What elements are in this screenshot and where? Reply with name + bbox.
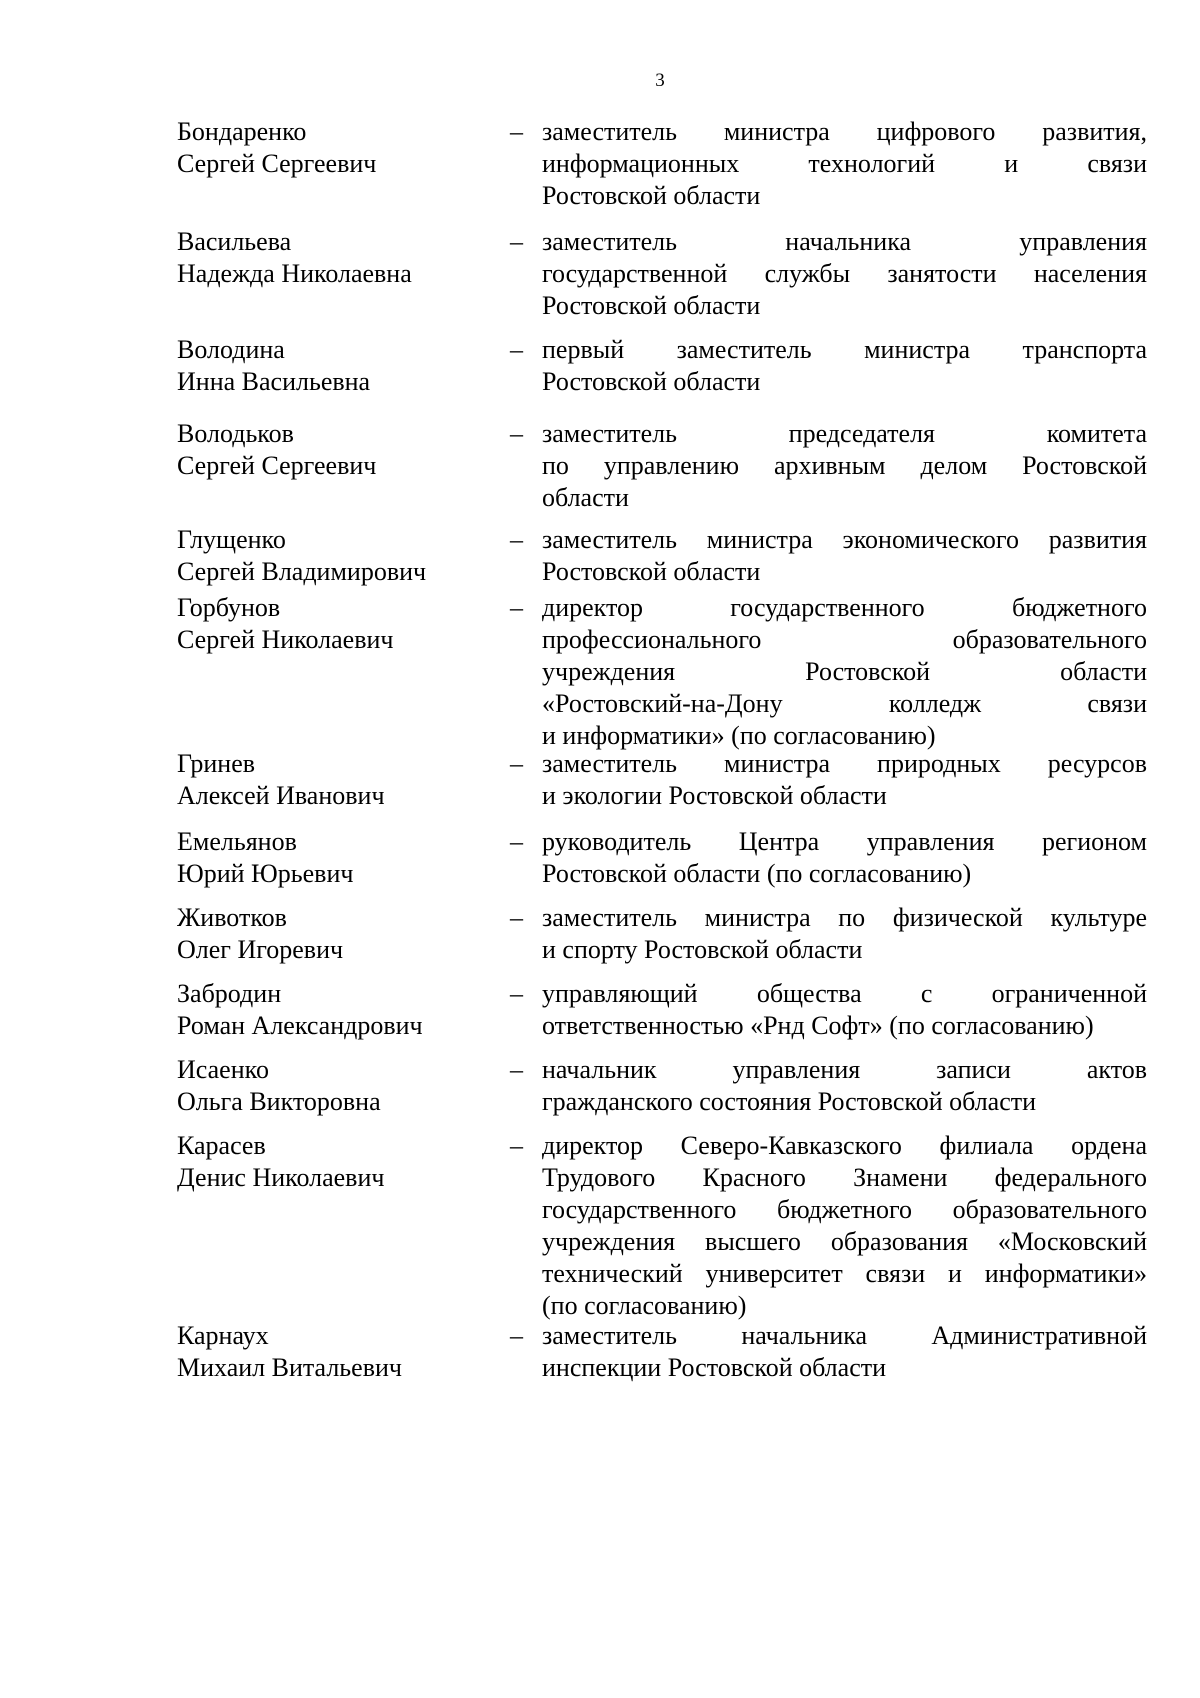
position-line: заместитель министра по физической культуре — [542, 903, 1147, 932]
person-name — [177, 748, 510, 812]
dash-separator: – — [510, 827, 523, 856]
dash-separator: – — [510, 419, 523, 448]
position-line: заместитель председателя комитета — [542, 419, 1147, 448]
surname: Володьков — [177, 419, 294, 448]
position-line: профессионального образовательного — [542, 625, 1147, 654]
position-description — [542, 748, 1147, 812]
given-names: Ольга Викторовна — [177, 1087, 381, 1116]
surname: Забродин — [177, 979, 282, 1008]
position-line: ответственностью «Рнд Софт» (по согласованию) — [542, 1011, 1094, 1040]
person-name — [177, 1130, 510, 1194]
position-description — [542, 418, 1147, 514]
given-names: Денис Николаевич — [177, 1163, 385, 1192]
position-line: и экологии Ростовской области — [542, 781, 887, 810]
given-names: Сергей Сергеевич — [177, 149, 377, 178]
position-line: и информатики» (по согласованию) — [542, 721, 936, 750]
page-number: 3 — [655, 70, 665, 91]
position-line: информационных технологий и связи — [542, 149, 1147, 178]
surname: Исаенко — [177, 1055, 269, 1084]
surname: Карасев — [177, 1131, 266, 1160]
list-item — [177, 418, 1147, 514]
position-line: Ростовской области — [542, 181, 761, 210]
position-description — [542, 1054, 1147, 1118]
list-item — [177, 524, 1147, 588]
position-line: (по согласованию) — [542, 1291, 747, 1320]
position-description — [542, 226, 1147, 322]
position-line: Ростовской области — [542, 557, 761, 586]
surname: Животков — [177, 903, 287, 932]
position-description — [542, 826, 1147, 890]
list-item — [177, 1130, 1147, 1322]
position-description — [542, 116, 1147, 212]
position-description — [542, 978, 1147, 1042]
list-item — [177, 334, 1147, 398]
dash-separator: – — [510, 117, 523, 146]
dash-separator: – — [510, 979, 523, 1008]
position-line: директор государственного бюджетного — [542, 593, 1147, 622]
position-line: руководитель Центра управления регионом — [542, 827, 1147, 856]
position-line: государственного бюджетного образовательного — [542, 1195, 1147, 1224]
dash-separator: – — [510, 1131, 523, 1160]
position-line: заместитель министра экономического развития — [542, 525, 1147, 554]
position-line: Ростовской области (по согласованию) — [542, 859, 972, 888]
surname: Гринев — [177, 749, 256, 778]
dash-separator: – — [510, 749, 523, 778]
list-item — [177, 1320, 1147, 1384]
position-description — [542, 334, 1147, 398]
position-line: инспекции Ростовской области — [542, 1353, 887, 1382]
dash-separator: – — [510, 227, 523, 256]
position-line: заместитель министра природных ресурсов — [542, 749, 1147, 778]
position-line: и спорту Ростовской области — [542, 935, 863, 964]
dash-separator: – — [510, 525, 523, 554]
person-name — [177, 418, 510, 482]
position-line: первый заместитель министра транспорта — [542, 335, 1147, 364]
list-item — [177, 826, 1147, 890]
list-item — [177, 116, 1147, 212]
position-line: директор Северо-Кавказского филиала ордена — [542, 1131, 1147, 1160]
given-names: Сергей Владимирович — [177, 557, 427, 586]
position-line: области — [542, 483, 629, 512]
position-line: учреждения Ростовской области — [542, 657, 1147, 686]
surname: Володина — [177, 335, 285, 364]
position-description — [542, 1320, 1147, 1384]
given-names: Сергей Николаевич — [177, 625, 394, 654]
position-line: государственной службы занятости населения — [542, 259, 1147, 288]
given-names: Сергей Сергеевич — [177, 451, 377, 480]
surname: Горбунов — [177, 593, 281, 622]
given-names: Роман Александрович — [177, 1011, 423, 1040]
list-item — [177, 226, 1147, 322]
dash-separator: – — [510, 335, 523, 364]
dash-separator: – — [510, 903, 523, 932]
person-name — [177, 902, 510, 966]
given-names: Надежда Николаевна — [177, 259, 412, 288]
list-item — [177, 978, 1147, 1042]
given-names: Юрий Юрьевич — [177, 859, 354, 888]
position-line: по управлению архивным делом Ростовской — [542, 451, 1147, 480]
person-name — [177, 978, 510, 1042]
position-line: Ростовской области — [542, 291, 761, 320]
position-description — [542, 1130, 1147, 1322]
surname: Карнаух — [177, 1321, 269, 1350]
person-name — [177, 524, 510, 588]
surname: Емельянов — [177, 827, 297, 856]
position-line: «Ростовский-на-Дону колледж связи — [542, 689, 1147, 718]
given-names: Алексей Иванович — [177, 781, 385, 810]
position-line: Ростовской области — [542, 367, 761, 396]
person-name — [177, 1054, 510, 1118]
given-names: Инна Васильевна — [177, 367, 371, 396]
position-line: учреждения высшего образования «Московский — [542, 1227, 1147, 1256]
person-name — [177, 334, 510, 398]
surname: Бондаренко — [177, 117, 307, 146]
person-name — [177, 116, 510, 180]
position-line: начальник управления записи актов — [542, 1055, 1147, 1084]
dash-separator: – — [510, 593, 523, 622]
surname: Глущенко — [177, 525, 286, 554]
dash-separator: – — [510, 1055, 523, 1084]
position-line: гражданского состояния Ростовской области — [542, 1087, 1037, 1116]
dash-separator: – — [510, 1321, 523, 1350]
person-name — [177, 592, 510, 656]
position-line: управляющий общества с ограниченной — [542, 979, 1147, 1008]
person-name — [177, 826, 510, 890]
given-names: Олег Игоревич — [177, 935, 344, 964]
position-description — [542, 592, 1147, 752]
surname: Васильева — [177, 227, 292, 256]
position-line: технический университет связи и информатики» — [542, 1259, 1147, 1288]
person-name — [177, 1320, 510, 1384]
person-name — [177, 226, 510, 290]
position-line: заместитель начальника Административной — [542, 1321, 1147, 1350]
position-line: заместитель начальника управления — [542, 227, 1147, 256]
position-line: Трудового Красного Знамени федерального — [542, 1163, 1147, 1192]
position-description — [542, 524, 1147, 588]
list-item — [177, 748, 1147, 812]
list-item — [177, 902, 1147, 966]
given-names: Михаил Витальевич — [177, 1353, 402, 1382]
position-description — [542, 902, 1147, 966]
position-line: заместитель министра цифрового развития, — [542, 117, 1147, 146]
list-item — [177, 1054, 1147, 1118]
list-item — [177, 592, 1147, 752]
